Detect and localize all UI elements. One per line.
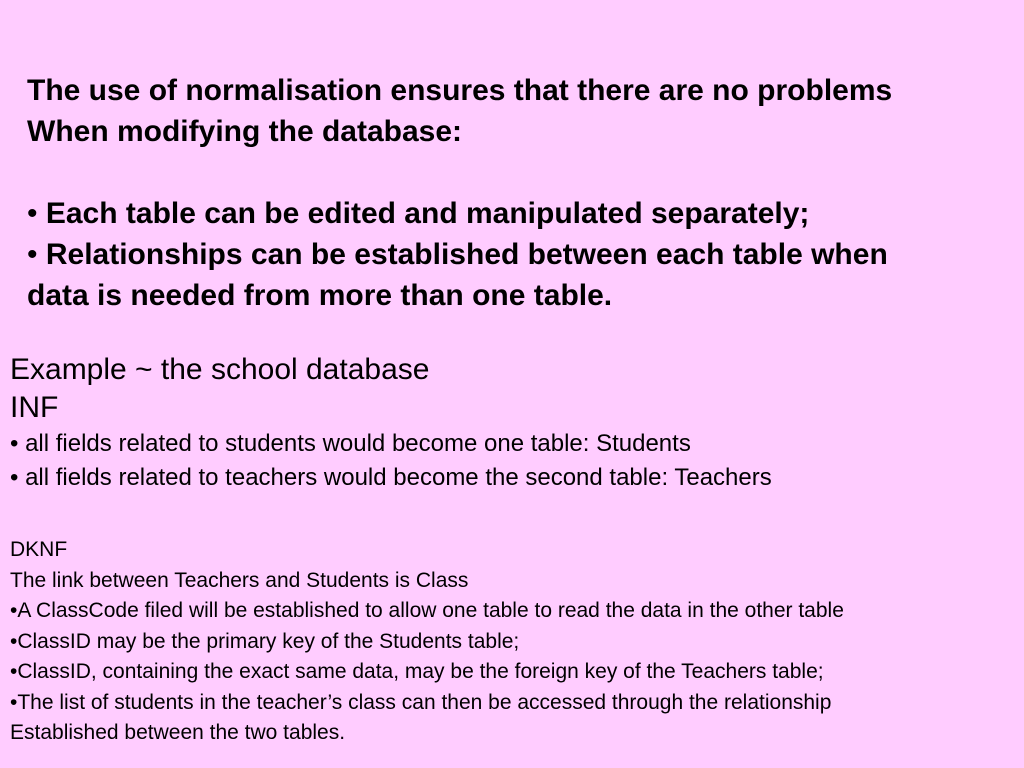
dknf-item: •A ClassCode filed will be established to allow one table to read the data in the other table <box>10 599 844 622</box>
intro-bullet-2 <box>27 234 1017 275</box>
intro-line-1: The use of normalisation ensures that there are no problems <box>27 74 893 107</box>
inf-heading: INF <box>10 391 59 424</box>
intro-bullet-1 <box>27 193 1017 234</box>
dknf-continuation: Established between the two tables. <box>10 721 346 744</box>
intro-section <box>27 70 1017 316</box>
example-title: Example ~ the school database <box>10 353 430 386</box>
dknf-intro: The link between Teachers and Students is Class <box>10 568 469 592</box>
dknf-item: •ClassID may be the primary key of the Students table; <box>10 629 520 653</box>
dknf-item: •The list of students in the teacher’s class can then be accessed through the relationship <box>10 690 832 714</box>
dknf-item: •ClassID, containing the exact same data, may be the foreign key of the Teachers table; <box>10 660 824 683</box>
dknf-section <box>10 535 1024 749</box>
intro-bullet-text: Relationships can be established between each table when <box>45 238 888 271</box>
example-section <box>10 351 1020 495</box>
intro-bullet-text: Each table can be edited and manipulated separately; <box>45 197 810 230</box>
bullet-marker: • <box>27 197 38 230</box>
inf-item: • all fields related to students would become one table: Students <box>10 430 691 457</box>
intro-continuation: data is needed from more than one table. <box>27 279 613 312</box>
inf-item: • all fields related to teachers would become the second table: Teachers <box>10 464 772 491</box>
dknf-heading: DKNF <box>10 538 68 561</box>
spacer <box>27 152 1017 193</box>
intro-line-2: When modifying the database: <box>27 115 463 148</box>
bullet-marker: • <box>27 238 38 271</box>
